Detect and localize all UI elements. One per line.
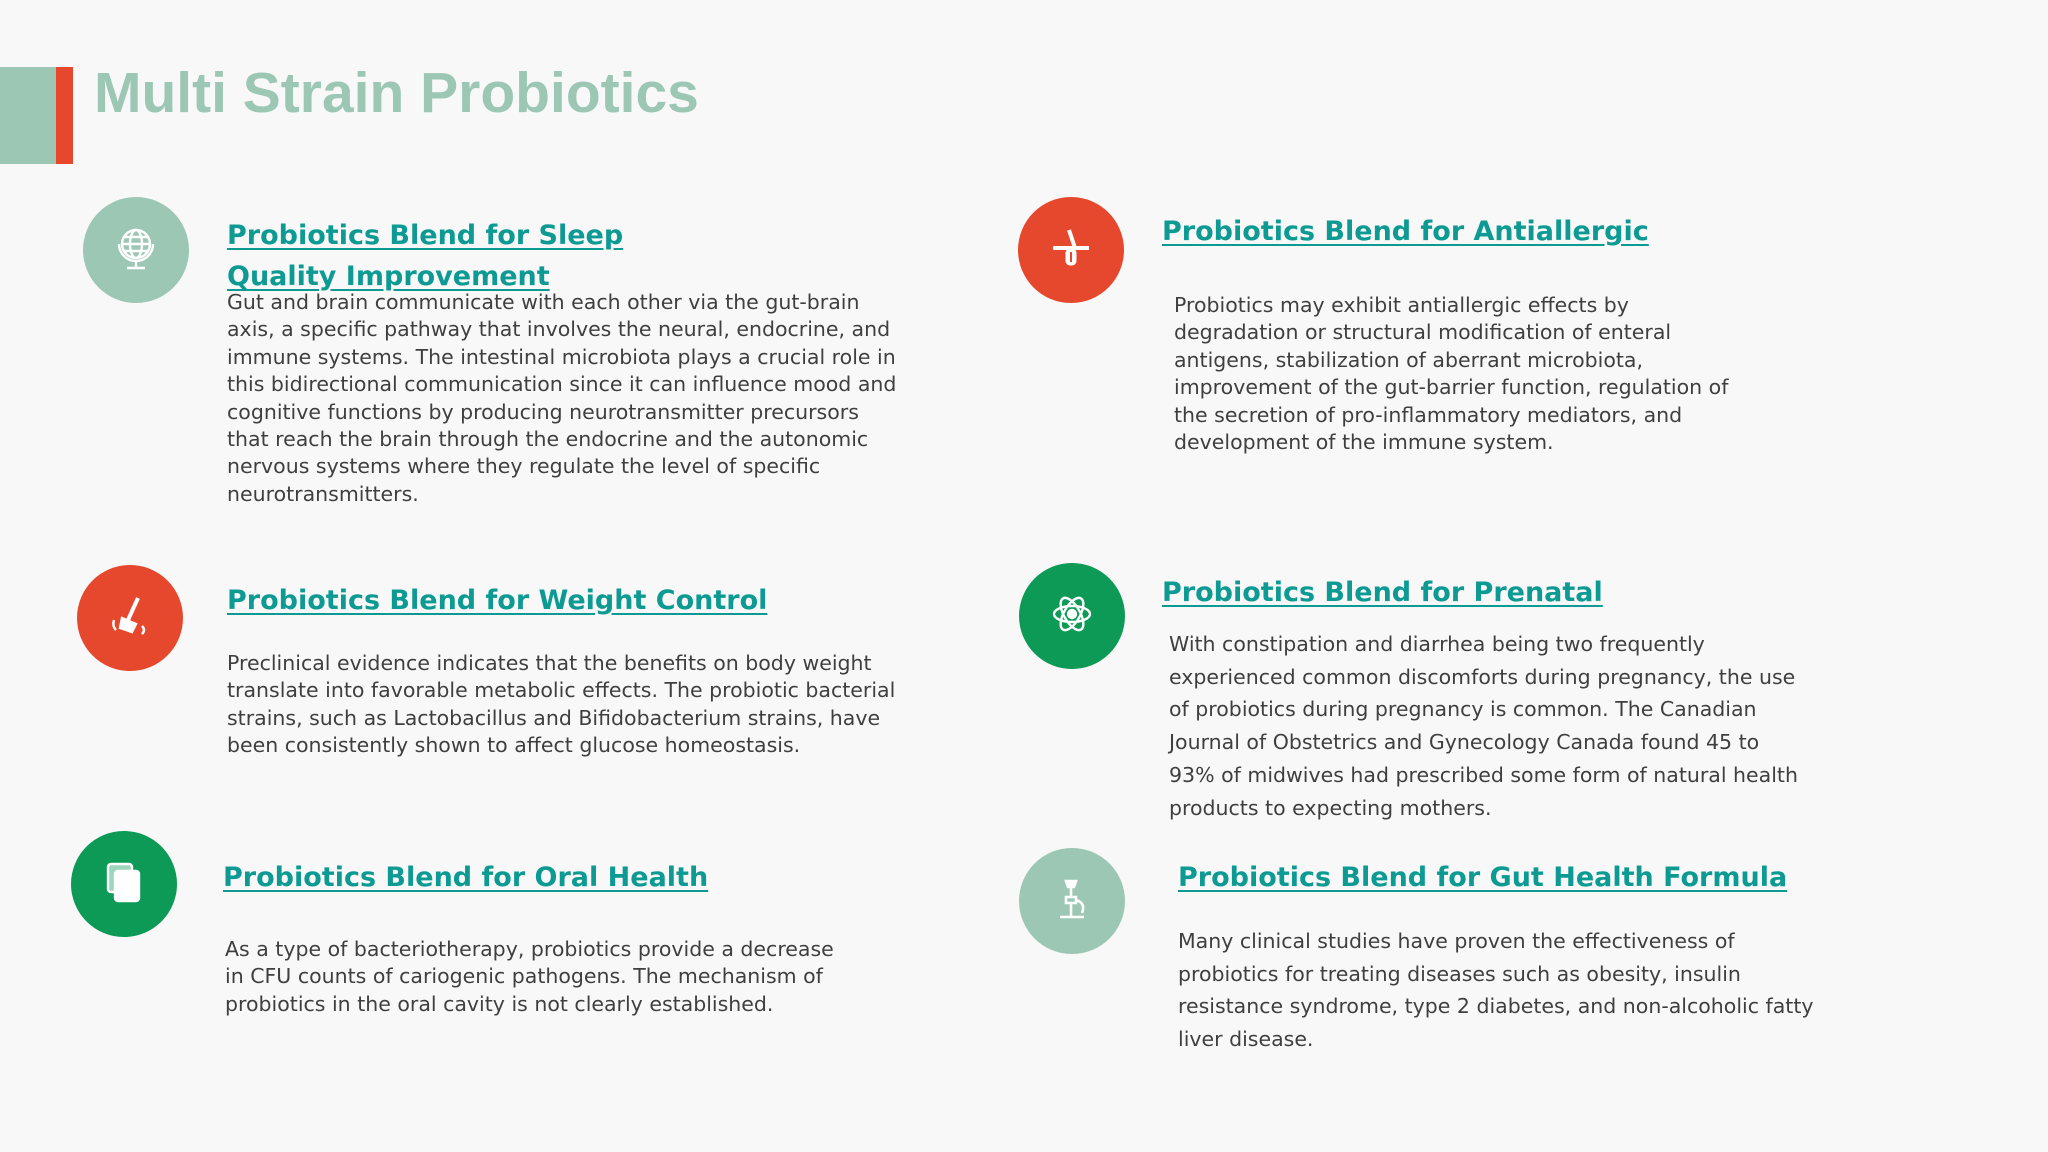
section-heading-antiallergic[interactable]: Probiotics Blend for Antiallergic — [1162, 216, 1649, 247]
section-heading-gut[interactable]: Probiotics Blend for Gut Health Formula — [1178, 862, 1788, 893]
section-body-antiallergic: Probiotics may exhibit antiallergic effects by degradation or structural modification of enteral antigens, stabilization of aberrant microbiota, improvement of the gut-barrier function, regulation of the secretion of pro-inflammatory mediators, and development of the immune system. — [1174, 293, 1729, 455]
page-title: Multi Strain Probiotics — [94, 61, 699, 125]
globe-icon — [110, 222, 162, 278]
bell-icon — [104, 590, 156, 646]
antiallergic-section-icon-circle — [1018, 197, 1124, 303]
prenatal-section-icon-circle — [1019, 563, 1125, 669]
section-body-sleep: Gut and brain communicate with each other via the gut-brain axis, a specific pathway that involves the neural, endocrine, and immune systems. The intestinal microbiota plays a crucial role in this bidirectional communication since it can influence mood and cognitive functions by producing neurotransmitter precursors that reach the brain through the endocrine and the autonomic nervous systems where they regulate the level of specific neurotransmitters. — [227, 290, 897, 506]
microscope-icon — [1046, 873, 1098, 929]
section-body-prenatal: With constipation and diarrhea being two frequently experienced common discomforts during pregnancy, the use of probiotics during pregnancy is common. The Canadian Journal of Obstetrics and Gynecology Canada found 45 to 93% of midwives had prescribed some form of natural health products to expecting mothers. — [1169, 632, 1798, 820]
section-heading-sleep[interactable]: Probiotics Blend for Sleep Quality Improvement — [227, 220, 624, 292]
section-heading-oral[interactable]: Probiotics Blend for Oral Health — [223, 862, 709, 893]
section-heading-weight[interactable]: Probiotics Blend for Weight Control — [227, 585, 768, 616]
documents-icon — [98, 856, 150, 912]
atom-icon — [1046, 588, 1098, 644]
title-accent-green — [0, 67, 56, 164]
weight-section-icon-circle — [77, 565, 183, 671]
oral-section-icon-circle — [71, 831, 177, 937]
scissors-icon — [1045, 222, 1097, 278]
section-body-gut: Many clinical studies have proven the effectiveness of probiotics for treating diseases such as obesity, insulin resistance syndrome, type 2 diabetes, and non-alcoholic fatty liver disease. — [1178, 929, 1814, 1052]
gut-section-icon-circle — [1019, 848, 1125, 954]
section-heading-prenatal[interactable]: Probiotics Blend for Prenatal — [1162, 577, 1603, 608]
sleep-section-icon-circle — [83, 197, 189, 303]
section-body-oral: As a type of bacteriotherapy, probiotics provide a decrease in CFU counts of cariogenic pathogens. The mechanism of probiotics in the oral cavity is not clearly established. — [225, 937, 834, 1016]
title-accent-red — [56, 67, 73, 164]
section-body-weight: Preclinical evidence indicates that the benefits on body weight translate into favorable metabolic effects. The probiotic bacterial strains, such as Lactobacillus and Bifidobacterium strains, have been consistently shown to affect glucose homeostasis. — [227, 651, 896, 758]
